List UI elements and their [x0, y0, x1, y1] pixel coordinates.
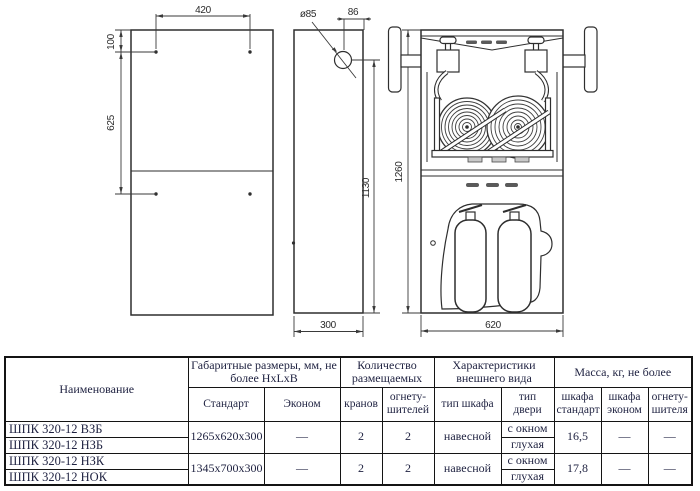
- front-view: [106, 5, 273, 315]
- wall-bracket-left: [389, 27, 402, 92]
- dimension-300: [294, 316, 363, 337]
- model-name: ШПК 320-12 НЗБ: [5, 437, 188, 453]
- cell-dims-econom: —: [264, 421, 340, 453]
- dim-420-label: 420: [195, 5, 211, 16]
- cell-cabinet-type: навесной: [434, 421, 501, 453]
- cell-door-type: с окном: [501, 453, 554, 469]
- dim-625-label: 625: [106, 115, 117, 131]
- reel-shelf: [432, 151, 553, 158]
- side-view: [292, 7, 380, 337]
- cell-dims-econom: —: [264, 453, 340, 485]
- cell-extinguishers: 2: [382, 453, 434, 485]
- side-latch: [292, 241, 295, 244]
- col-header-mass-standard: шкафа стандарт: [554, 387, 601, 421]
- dim-1260-label: 1260: [394, 161, 405, 183]
- dim-620-label: 620: [485, 320, 501, 331]
- valve-handwheel-left: [440, 37, 456, 44]
- col-header-extinguishers: огнету-шителей: [382, 387, 434, 421]
- col-header-door-type: тип двери: [501, 387, 554, 421]
- col-header-mass-econom: шкафа эконом: [601, 387, 648, 421]
- col-header-mass-extinguisher: огнету-шителя: [648, 387, 692, 421]
- table-row: [5, 421, 692, 437]
- model-name: ШПК 320-12 НЗК: [5, 453, 188, 469]
- cell-extinguishers: 2: [382, 421, 434, 453]
- spec-table: [4, 356, 693, 486]
- col-group-mass: Масса, кг, не более: [554, 357, 692, 387]
- col-header-taps: кранов: [340, 387, 382, 421]
- cell-door-type: глухая: [501, 469, 554, 485]
- door-vent-slots: [466, 183, 518, 187]
- cell-dims-standard: 1345x700x300: [188, 453, 264, 485]
- dim-1130-label: 1130: [361, 177, 372, 199]
- reel-post-right: [546, 98, 551, 156]
- dim-86-label: 86: [347, 7, 359, 18]
- mounting-hole: [248, 50, 251, 53]
- col-group-appearance: Характеристики внешнего вида: [434, 357, 554, 387]
- shelf-tabs: [468, 157, 529, 162]
- valve-right: [525, 37, 547, 72]
- cell-mass-econom: —: [601, 421, 648, 453]
- cell-mass-extinguisher: —: [648, 453, 692, 485]
- top-vent-slots: [466, 41, 507, 45]
- cell-door-type: с окном: [501, 421, 554, 437]
- col-header-cabinet-type: тип шкафа: [434, 387, 501, 421]
- extinguisher-body-right: [498, 220, 531, 312]
- dim-300-label: 300: [320, 320, 336, 331]
- table-row: [5, 453, 692, 469]
- cell-mass-standard: 17,8: [554, 453, 601, 485]
- cell-door-type: глухая: [501, 437, 554, 453]
- cell-taps: 2: [340, 421, 382, 453]
- header-group-row: [5, 357, 692, 387]
- col-group-dimensions: Габаритные размеры, мм, не более HxLxB: [188, 357, 340, 387]
- open-view: [389, 27, 598, 337]
- cell-taps: 2: [340, 453, 382, 485]
- model-name: ШПК 320-12 НОК: [5, 469, 188, 485]
- col-group-quantity: Количество размещаемых: [340, 357, 434, 387]
- mounting-hole: [248, 192, 251, 195]
- dim-100-label: 100: [106, 34, 117, 50]
- valve-handwheel-right: [528, 37, 544, 44]
- col-header-name: Наименование: [5, 357, 188, 421]
- extinguisher-body-left: [455, 220, 486, 312]
- reel-post-left: [435, 98, 440, 156]
- dim-hole-diameter-label: ø85: [299, 9, 317, 20]
- model-name: ШПК 320-12 ВЗБ: [5, 421, 188, 437]
- cell-mass-extinguisher: —: [648, 421, 692, 453]
- cabinet-side-outline: [294, 30, 363, 313]
- cabinet-front-outline: [131, 30, 273, 315]
- cell-mass-standard: 16,5: [554, 421, 601, 453]
- col-header-dims-econom: Эконом: [264, 387, 340, 421]
- wall-bracket-right: [585, 27, 598, 92]
- cell-dims-standard: 1265x620x300: [188, 421, 264, 453]
- cell-cabinet-type: навесной: [434, 453, 501, 485]
- col-header-dims-standard: Стандарт: [188, 387, 264, 421]
- dimension-620: [421, 315, 563, 337]
- cell-mass-econom: —: [601, 453, 648, 485]
- valve-left: [437, 37, 459, 72]
